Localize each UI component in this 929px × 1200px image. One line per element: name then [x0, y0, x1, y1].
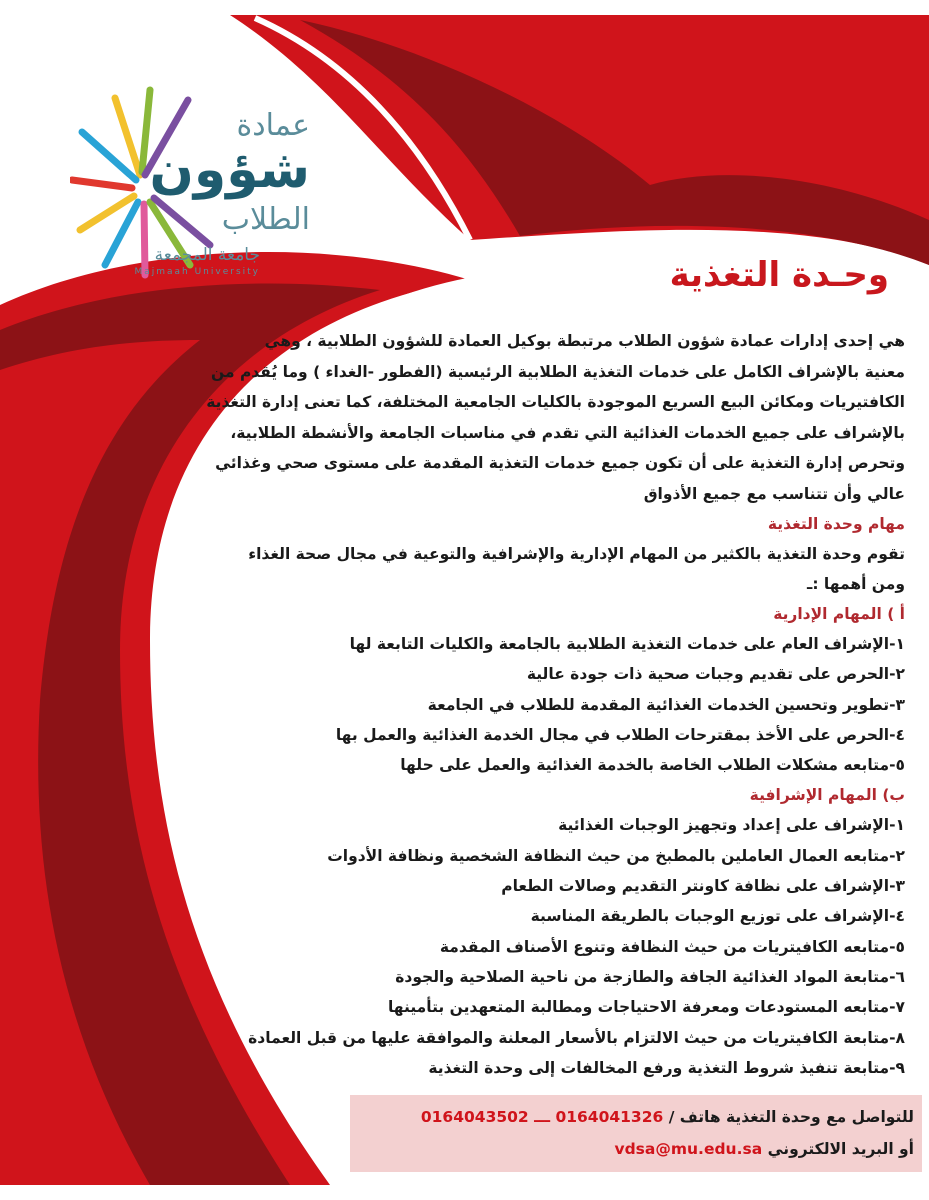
- list-item: ٧-متابعه المستودعات ومعرفة الاحتياجات ومطالبة المتعهدين بتأمينها: [387, 998, 905, 1017]
- contact-box: [350, 1095, 922, 1172]
- logo-text-affairs: شؤون: [149, 140, 310, 200]
- list-item: ١-الإشراف على إعداد وتجهيز الوجبات الغذائية: [558, 816, 905, 835]
- intro-line: هي إحدى إدارات عمادة شؤون الطلاب مرتبطة بوكيل العمادة للشؤون الطلابية ، وهي: [264, 332, 905, 350]
- list-item: ١-الإشراف العام على خدمات التغذية الطلابية بالجامعة والكليات التابعة لها: [349, 635, 905, 653]
- list-item: ٨-متابعة الكافيتريات من حيث الالتزام بالأسعار المعلنة والموافقة عليها من قبل العمادة: [248, 1028, 905, 1047]
- email-link[interactable]: vdsa@mu.edu.sa: [614, 1140, 763, 1158]
- tasks-intro-line: ومن أهمها :ـ: [807, 575, 905, 593]
- intro-paragraph: [180, 326, 905, 509]
- main-content: [180, 326, 905, 1083]
- list-item: ٢-متابعه العمال العاملين بالمطبخ من حيث النظافة الشخصية ونظافة الأدوات: [327, 846, 905, 865]
- logo-text-students: الطلاب: [221, 202, 310, 237]
- intro-line: بالإشراف على جميع الخدمات الغذائية التي تقدم في مناسبات الجامعة والأنشطة الطلابية،: [230, 423, 905, 442]
- contact-phone-row: [358, 1101, 914, 1133]
- supervisory-tasks-list: [180, 810, 905, 1083]
- tasks-intro-line: تقوم وحدة التغذية بالكثير من المهام الإدارية والإشرافية والتوعية في مجال صحة الغذاء: [248, 545, 905, 563]
- phone-number-1[interactable]: 0164041326: [555, 1108, 664, 1126]
- logo-text-university-en: Majmaah University: [134, 267, 260, 277]
- list-item: ٣-تطوير وتحسين الخدمات الغذائية المقدمة للطلاب في الجامعة: [427, 695, 905, 714]
- supervisory-tasks-heading: ب) المهام الإشرافية: [749, 786, 905, 805]
- deanship-logo: [70, 80, 320, 290]
- admin-tasks-list: [180, 629, 905, 780]
- list-item: ٣-الإشراف على نظافة كاونتر التقديم وصالات الطعام: [501, 877, 905, 896]
- list-item: ٥-متابعه مشكلات الطلاب الخاصة بالخدمة الغذائية والعمل على حلها: [400, 756, 905, 775]
- admin-tasks-heading: أ ) المهام الإدارية: [773, 605, 905, 623]
- list-item: ٤-الحرص على الأخذ بمقترحات الطلاب في مجال الخدمة الغذائية والعمل بها: [335, 725, 905, 744]
- logo-text-university-ar: جامعة المجمعة: [154, 245, 260, 265]
- list-item: ٥-متابعه الكافيتريات من حيث النظافة وتنوع الأصناف المقدمة: [439, 937, 905, 956]
- contact-email-row: [358, 1133, 914, 1165]
- intro-line: معنية بالإشراف الكامل على خدمات التغذية الطلابية الرئيسية (الفطور -الغداء ) وما يُقدم من: [211, 362, 905, 381]
- logo-text-deanship: عمادة: [236, 108, 310, 143]
- intro-line: عالي وأن تتناسب مع جميع الأذواق: [643, 484, 905, 503]
- list-item: ٤-الإشراف على توزيع الوجبات بالطريقة المناسبة: [530, 907, 905, 926]
- phone-separator: ـــ: [534, 1108, 551, 1126]
- list-item: ٩-متابعة تنفيذ شروط التغذية ورفع المخالفات إلى وحدة التغذية: [428, 1058, 905, 1077]
- tasks-heading: مهام وحدة التغذية: [767, 515, 905, 533]
- email-label: أو البريد الالكتروني: [767, 1140, 914, 1158]
- phone-label: للتواصل مع وحدة التغذية هاتف /: [668, 1108, 914, 1126]
- intro-line: وتحرص إدارة التغذية على أن تكون جميع خدمات التغذية المقدمة على مستوى صحي وغذائي: [215, 454, 905, 472]
- list-item: ٦-متابعة المواد الغذائية الجافة والطازجة من ناحية الصلاحية والجودة: [395, 967, 905, 986]
- intro-line: الكافتيريات ومكائن البيع السريع الموجودة بالكليات الجامعية المختلفة، كما تعنى إدارة التغذية: [206, 393, 905, 411]
- list-item: ٢-الحرص على تقديم وجبات صحية ذات جودة عالية: [526, 665, 905, 684]
- page-title: وحـدة التغذية: [669, 255, 889, 295]
- phone-number-2[interactable]: 0164043502: [420, 1108, 529, 1126]
